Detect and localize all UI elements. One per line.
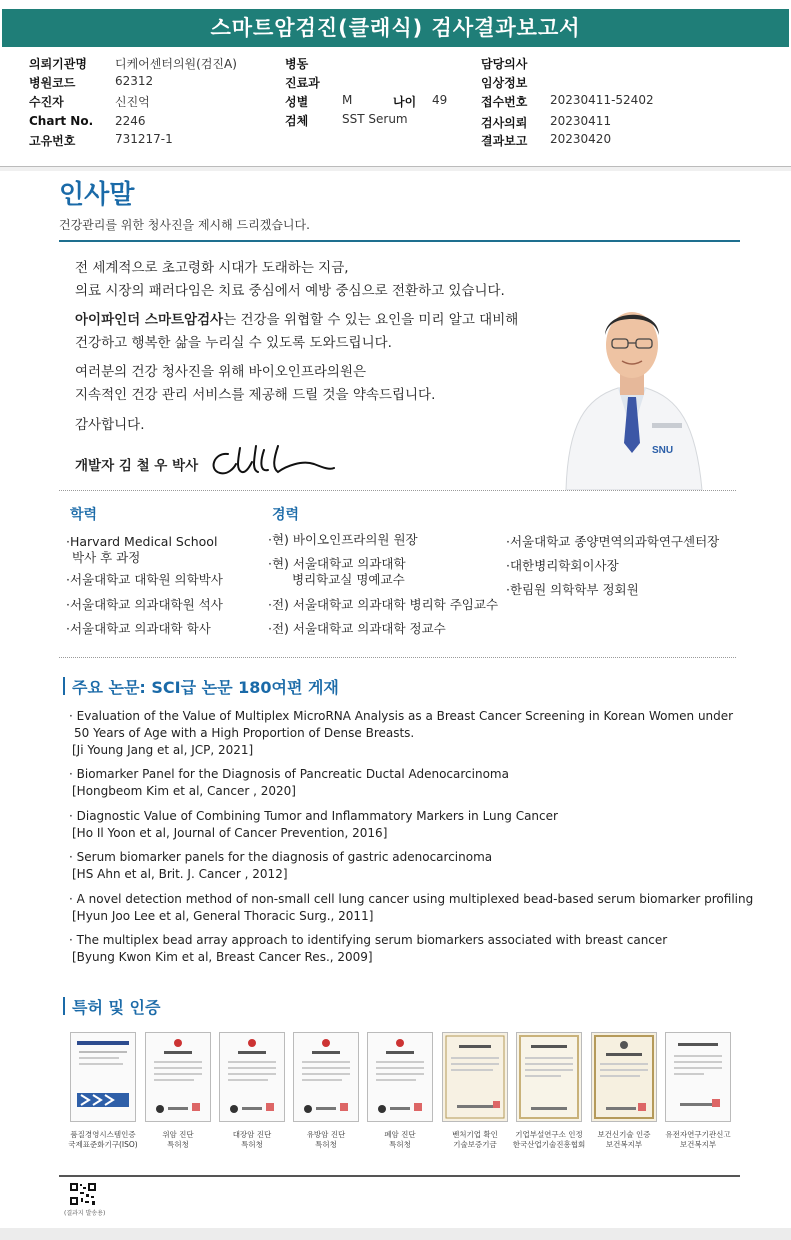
certificate-issuer: 특허청 (241, 1140, 263, 1149)
info-value: 20230411-52402 (550, 93, 654, 107)
certificate-colorectal (219, 1032, 285, 1149)
paper-line: · Serum biomarker panels for the diagnosis of gastric adenocarcinoma (69, 850, 493, 864)
certificate-issuer: 보건복지부 (679, 1140, 717, 1149)
certificate-issuer: 기술보증기금 (453, 1140, 497, 1149)
paper-citation: [Ji Young Jang et al, JCP, 2021] (72, 743, 254, 757)
certificate-name: 유방암 진단 (306, 1130, 346, 1139)
info-label: 임상정보 (481, 76, 528, 90)
paragraph-text: 는 건강을 위협할 수 있는 요인을 미리 알고 대비해 (223, 312, 519, 328)
certificate-genetic-research (665, 1032, 731, 1149)
info-label: 검사의뢰 (481, 116, 528, 130)
qr-code-icon[interactable] (69, 1182, 97, 1206)
paragraph-line: 여러분의 건강 청사진을 위해 바이오인프라의원은 (75, 364, 367, 380)
report-title: 스마트암검진(클래식) 검사결과보고서 (2, 9, 789, 47)
dotted-divider (59, 490, 736, 491)
certificate-name: 대장암 진단 (232, 1130, 272, 1139)
product-name: 아이파인더 스마트암검사 (75, 312, 224, 328)
career-item: ·현) 서울대학교 의과대학 (268, 556, 406, 571)
paper-line: · The multiplex bead array approach to identifying serum biomarkers associated with breast cancer (69, 933, 668, 947)
paragraph-line: 건강하고 행복한 삶을 누리실 수 있도록 도와드립니다. (75, 335, 392, 351)
greeting-paragraph-2 (75, 309, 518, 355)
qr-caption: (결과지 발송용) (64, 1210, 106, 1217)
paper-line: · Evaluation of the Value of Multiplex MicroRNA Analysis as a Breast Cancer Screening in Korean Women under (69, 709, 734, 723)
paper-citation: [HS Ahn et al, Brit. J. Cancer , 2012] (72, 867, 288, 881)
papers-heading (65, 675, 339, 698)
info-label: 담당의사 (481, 57, 528, 71)
dotted-divider (59, 657, 736, 658)
info-label: 검체 (285, 114, 309, 128)
career-item: ·전) 서울대학교 의과대학 정교수 (268, 621, 446, 636)
certificate-image (145, 1032, 211, 1122)
certificate-issuer: 특허청 (167, 1140, 189, 1149)
info-label: 접수번호 (481, 95, 528, 109)
certificate-image (516, 1032, 582, 1122)
paper-citation: [Hongbeom Kim et al, Cancer , 2020] (72, 784, 296, 798)
info-label: Chart No. (29, 114, 94, 128)
certificate-issuer: 한국산업기술진흥협회 (512, 1140, 586, 1149)
info-value: SST Serum (342, 112, 408, 126)
info-value: 731217-1 (115, 132, 173, 146)
paper-line: · Biomarker Panel for the Diagnosis of Pancreatic Ductal Adenocarcinoma (69, 767, 509, 781)
info-label: 성별 (285, 95, 309, 109)
certificate-name: 유전자연구기관신고 (665, 1130, 731, 1139)
education-heading: 학력 (70, 507, 98, 523)
education-item: 박사 후 과정 (72, 550, 141, 565)
career-item: ·한림원 의학학부 정회원 (506, 582, 639, 597)
paper-citation: [Byung Kwon Kim et al, Breast Cancer Res., 2009] (72, 950, 373, 964)
info-label: 결과보고 (481, 134, 528, 148)
info-value: 20230411 (550, 114, 612, 128)
paper-line: 50 Years of Age with a High Proportion of Dense Breasts. (74, 726, 415, 740)
info-value: 신진억 (115, 95, 150, 109)
certificate-image (665, 1032, 731, 1122)
greeting-paragraph-3 (75, 361, 435, 407)
thanks-text: 감사합니다. (75, 417, 145, 433)
info-label: 나이 (393, 95, 417, 109)
certificate-name: 벤처기업 확인 (452, 1130, 498, 1139)
patient-info (29, 55, 759, 160)
certificate-issuer: 국제표준화기구(ISO) (68, 1140, 138, 1149)
greeting-title: 인사말 (59, 180, 135, 210)
divider-shadow (0, 167, 791, 171)
education-item: ·Harvard Medical School (66, 534, 218, 549)
education-item: ·서울대학교 의과대학 학사 (66, 621, 211, 636)
certificate-iso (68, 1032, 138, 1149)
info-label: 병원코드 (29, 76, 76, 90)
greeting-paragraph-1 (75, 257, 505, 303)
footer-divider (59, 1175, 740, 1177)
certificate-image (367, 1032, 433, 1122)
career-item: 병리학교실 명예교수 (292, 572, 405, 587)
info-label: 진료과 (285, 76, 320, 90)
certificate-image (442, 1032, 508, 1122)
certificate-name: 위암 진단 (162, 1130, 194, 1139)
info-value: M (342, 93, 353, 107)
certificate-image (70, 1032, 136, 1122)
info-value: 62312 (115, 74, 154, 88)
patents-heading-text: 특허 및 인증 (72, 998, 161, 1017)
paper-citation: [Hyun Joo Lee et al, General Thoracic Surg., 2011] (72, 909, 374, 923)
greeting-subtitle: 건강관리를 위한 청사진을 제시해 드리겠습니다. (59, 218, 310, 232)
paper-line: · A novel detection method of non-small cell lung cancer using multiplexed bead-based serum biomarker profiling (69, 892, 754, 906)
certificate-image (219, 1032, 285, 1122)
signature-image (206, 440, 336, 480)
career-item: ·대한병리학회이사장 (506, 558, 619, 573)
certificate-lung (367, 1032, 433, 1149)
info-label: 의뢰기관명 (29, 57, 87, 71)
paragraph-line: 의료 시장의 패러다임은 치료 중심에서 예방 중심으로 전환하고 있습니다. (75, 283, 505, 299)
certificate-research-lab (512, 1032, 586, 1149)
career-heading: 경력 (272, 507, 300, 523)
paragraph-line: 지속적인 건강 관리 서비스를 제공해 드릴 것을 약속드립니다. (75, 387, 436, 403)
certificate-gastric (145, 1032, 211, 1149)
certificate-issuer: 보건복지부 (605, 1140, 643, 1149)
info-label: 고유번호 (29, 134, 76, 148)
certificate-issuer: 특허청 (315, 1140, 337, 1149)
info-value: 20230420 (550, 132, 612, 146)
info-value: 2246 (115, 114, 146, 128)
certificate-image (591, 1032, 657, 1122)
certificate-health-tech (591, 1032, 657, 1149)
certificate-name: 기업부설연구소 인정 (515, 1130, 583, 1139)
career-item: ·서울대학교 종양면역의과학연구센터장 (506, 534, 720, 549)
career-item: ·현) 바이오인프라의원 원장 (268, 532, 418, 547)
paper-citation: [Ho Il Yoon et al, Journal of Cancer Prevention, 2016] (72, 826, 388, 840)
career-item: ·전) 서울대학교 의과대학 병리학 주임교수 (268, 597, 499, 612)
patents-heading (65, 995, 160, 1018)
certificate-venture (442, 1032, 508, 1149)
info-label: 수진자 (29, 95, 64, 109)
info-label: 병동 (285, 57, 309, 71)
certificate-issuer: 특허청 (389, 1140, 411, 1149)
papers-heading-text: 주요 논문: SCI급 논문 180여편 게재 (72, 678, 339, 697)
certificate-name: 품질경영시스템인증 (70, 1130, 136, 1139)
education-item: ·서울대학교 대학원 의학박사 (66, 572, 223, 587)
certificate-name: 폐암 진단 (384, 1130, 416, 1139)
doctor-photo (556, 293, 708, 490)
education-item: ·서울대학교 의과대학원 석사 (66, 597, 223, 612)
paper-line: · Diagnostic Value of Combining Tumor and Inflammatory Markers in Lung Cancer (69, 809, 558, 823)
info-value: 디케어센터의원(검진A) (115, 57, 237, 71)
certificate-breast (293, 1032, 359, 1149)
paragraph-line: 전 세계적으로 초고령화 시대가 도래하는 지금, (75, 260, 349, 276)
certificate-image (293, 1032, 359, 1122)
badge-logo: SNU (652, 445, 674, 456)
developer-name: 개발자 김 철 우 박사 (75, 458, 199, 474)
info-value: 49 (432, 93, 448, 107)
section-divider (59, 240, 740, 242)
certificate-name: 보건신기술 인증 (597, 1130, 651, 1139)
